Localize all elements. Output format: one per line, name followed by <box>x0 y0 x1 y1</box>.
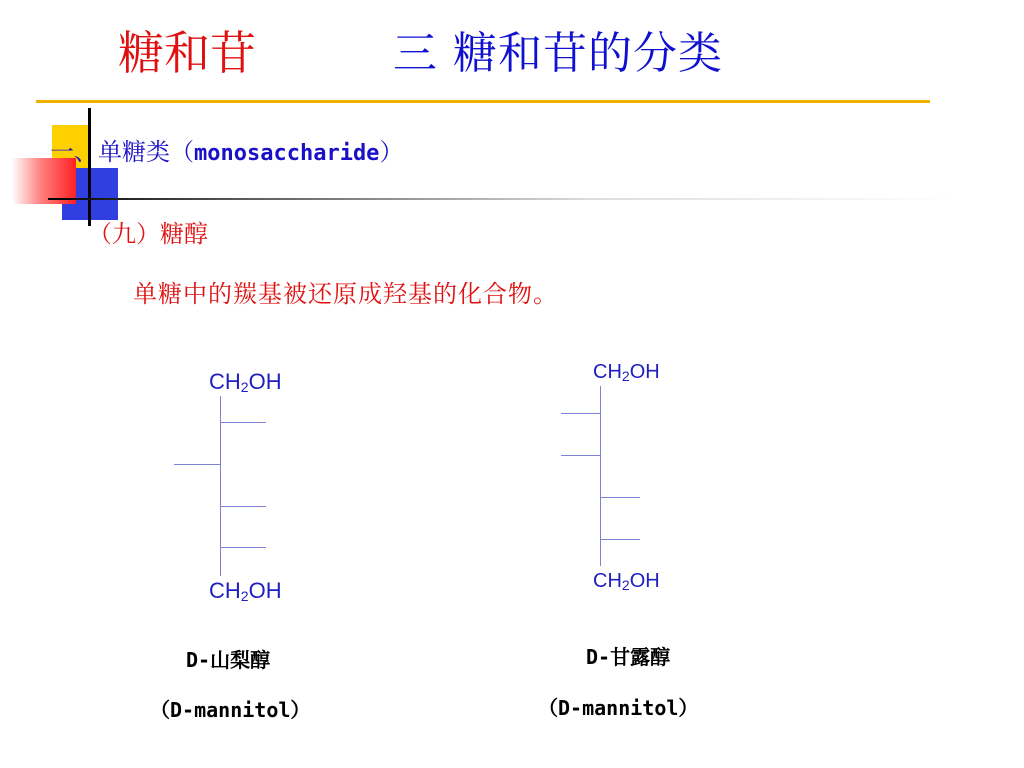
structure-right-name-en: （D-mannitol） <box>538 696 699 720</box>
subsection-heading: （九）糖醇 <box>88 220 208 248</box>
section-title: 三 糖和苷的分类 <box>393 28 723 79</box>
title-divider <box>36 100 930 103</box>
structure-right-bond-1 <box>561 413 600 414</box>
structure-right-bond-4 <box>600 539 640 540</box>
section-heading-prefix: 一、 <box>50 138 98 166</box>
structure-left-name: D-山梨醇 <box>186 648 271 672</box>
structure-left-bottom-group: $CH_2OH$ <box>209 578 282 604</box>
section-heading <box>50 140 403 165</box>
structure-left-backbone <box>220 396 221 576</box>
structure-right-top-group: $CH_2OH$ <box>593 361 660 384</box>
structure-left-bond-4 <box>220 547 266 548</box>
structure-right-bond-3 <box>600 497 640 498</box>
structure-left-name-en: （D-mannitol） <box>150 698 311 722</box>
structure-right-name: D-甘露醇 <box>586 645 671 669</box>
structure-right-bottom-group: $CH_2OH$ <box>593 570 660 593</box>
section-heading-close: ） <box>379 138 404 166</box>
structure-left-bond-1 <box>220 422 266 423</box>
section-heading-en: monosaccharide <box>194 141 380 166</box>
structure-left-bond-3 <box>220 506 266 507</box>
structure-left-top-group: $CH_2OH$ <box>209 369 282 395</box>
structure-left-bond-2 <box>174 464 220 465</box>
section-heading-cn: 单糖类（ <box>98 138 194 166</box>
structure-right-bond-2 <box>561 455 600 456</box>
definition-text: 单糖中的羰基被还原成羟基的化合物。 <box>133 280 558 308</box>
chapter-title: 糖和苷 <box>118 26 256 80</box>
